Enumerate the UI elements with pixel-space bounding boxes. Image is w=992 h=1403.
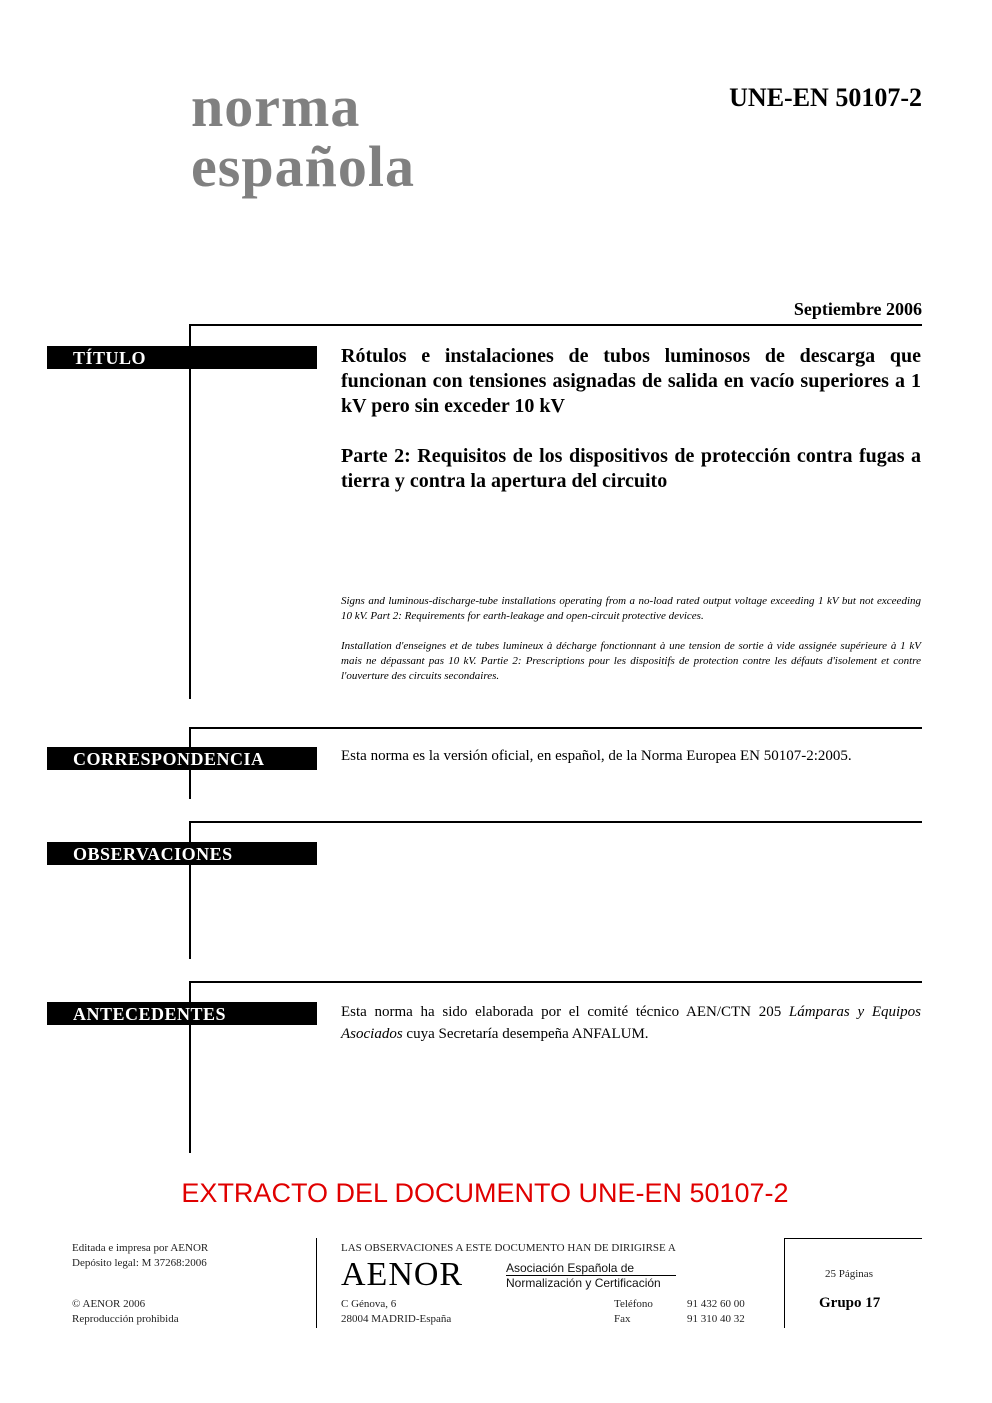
divider-antecedentes — [189, 981, 922, 983]
footer-edited: Editada e impresa por AENOR — [72, 1242, 209, 1254]
section-label-titulo: TÍTULO — [47, 346, 317, 369]
footer-fax-label: Fax — [614, 1313, 631, 1325]
footer-phone-value: 91 432 60 00 — [687, 1298, 745, 1310]
antecedentes-text-start: Esta norma ha sido elaborada por el comité técnico AEN/CTN 205 — [341, 1004, 789, 1020]
footer-divider-left — [316, 1238, 317, 1328]
footer-copyright: © AENOR 2006 — [72, 1298, 146, 1310]
footer-fax-value: 91 310 40 32 — [687, 1313, 745, 1325]
footer-observations-notice: LAS OBSERVACIONES A ESTE DOCUMENTO HAN DE DIRIGIRSE A — [341, 1242, 676, 1254]
footer-address-city: 28004 MADRID-España — [341, 1313, 452, 1325]
section-label-correspondencia: CORRESPONDENCIA — [47, 747, 317, 770]
aenor-logo: AENOR — [341, 1256, 464, 1293]
antecedentes-text-end: cuya Secretaría desempeña ANFALUM. — [402, 1026, 649, 1042]
section-label-observaciones: OBSERVACIONES — [47, 842, 317, 865]
translated-titles — [341, 594, 921, 699]
standard-code: UNE-EN 50107-2 — [729, 83, 922, 112]
footer-group: Grupo 17 — [819, 1295, 881, 1311]
english-title: Signs and luminous-discharge-tube installations operating from a no-load rated output voltage exceeding 1 kV but not exceeding 10 kV. Part 2: Requirements for earth-leakage and open-circuit protective devices. — [341, 595, 921, 622]
aenor-association — [506, 1261, 661, 1291]
vertical-rule-titulo — [189, 324, 191, 699]
spanish-title-main: Rótulos e instalaciones de tubos luminosos de descarga que funcionan con tensiones asignadas de salida en vacío superiores a 1 kV pero sin exceder 10 kV — [341, 345, 921, 417]
footer-phone-label: Teléfono — [614, 1298, 653, 1310]
antecedentes-text — [341, 1001, 921, 1045]
aenor-underline — [506, 1275, 676, 1276]
divider-titulo — [189, 324, 922, 326]
brand-line-2: española — [191, 134, 415, 199]
section-label-antecedentes: ANTECEDENTES — [47, 1002, 317, 1025]
footer-reproduction: Reproducción prohibida — [72, 1313, 179, 1325]
brand-wordmark — [191, 74, 415, 199]
extract-banner: EXTRACTO DEL DOCUMENTO UNE-EN 50107-2 — [181, 1178, 789, 1208]
aenor-assoc-line-2: Normalización y Certificación — [506, 1276, 661, 1290]
divider-correspondencia — [189, 727, 922, 729]
divider-observaciones — [189, 821, 922, 823]
correspondencia-text: Esta norma es la versión oficial, en español, de la Norma Europea EN 50107-2:2005. — [341, 748, 852, 764]
footer-box-top — [784, 1238, 922, 1239]
footer-box-left — [784, 1238, 785, 1328]
brand-line-1: norma — [191, 74, 361, 139]
publication-date: Septiembre 2006 — [793, 299, 922, 319]
antecedentes-committee-name: Lámparas y Equipos Asociados — [341, 1004, 921, 1042]
footer-deposit: Depósito legal: M 37268:2006 — [72, 1257, 207, 1269]
aenor-assoc-line-1: Asociación Española de — [506, 1261, 635, 1275]
spanish-title-part: Parte 2: Requisitos de los dispositivos de protección contra fugas a tierra y contra la apertura del circuito — [341, 445, 921, 492]
french-title: Installation d'enseignes et de tubes lumineux à décharge fonctionnant à une tension de sortie à vide assignée supérieure à 1 kV mais ne dépassant pas 10 kV. Partie 2: Prescriptions pour les dispositifs de protection contre les défauts d'isolement et contre l'ouverture des circuits secondaires. — [341, 640, 921, 682]
footer-pages: 25 Páginas — [825, 1268, 873, 1280]
spanish-title — [341, 344, 921, 519]
footer-address-street: C Génova, 6 — [341, 1298, 397, 1310]
